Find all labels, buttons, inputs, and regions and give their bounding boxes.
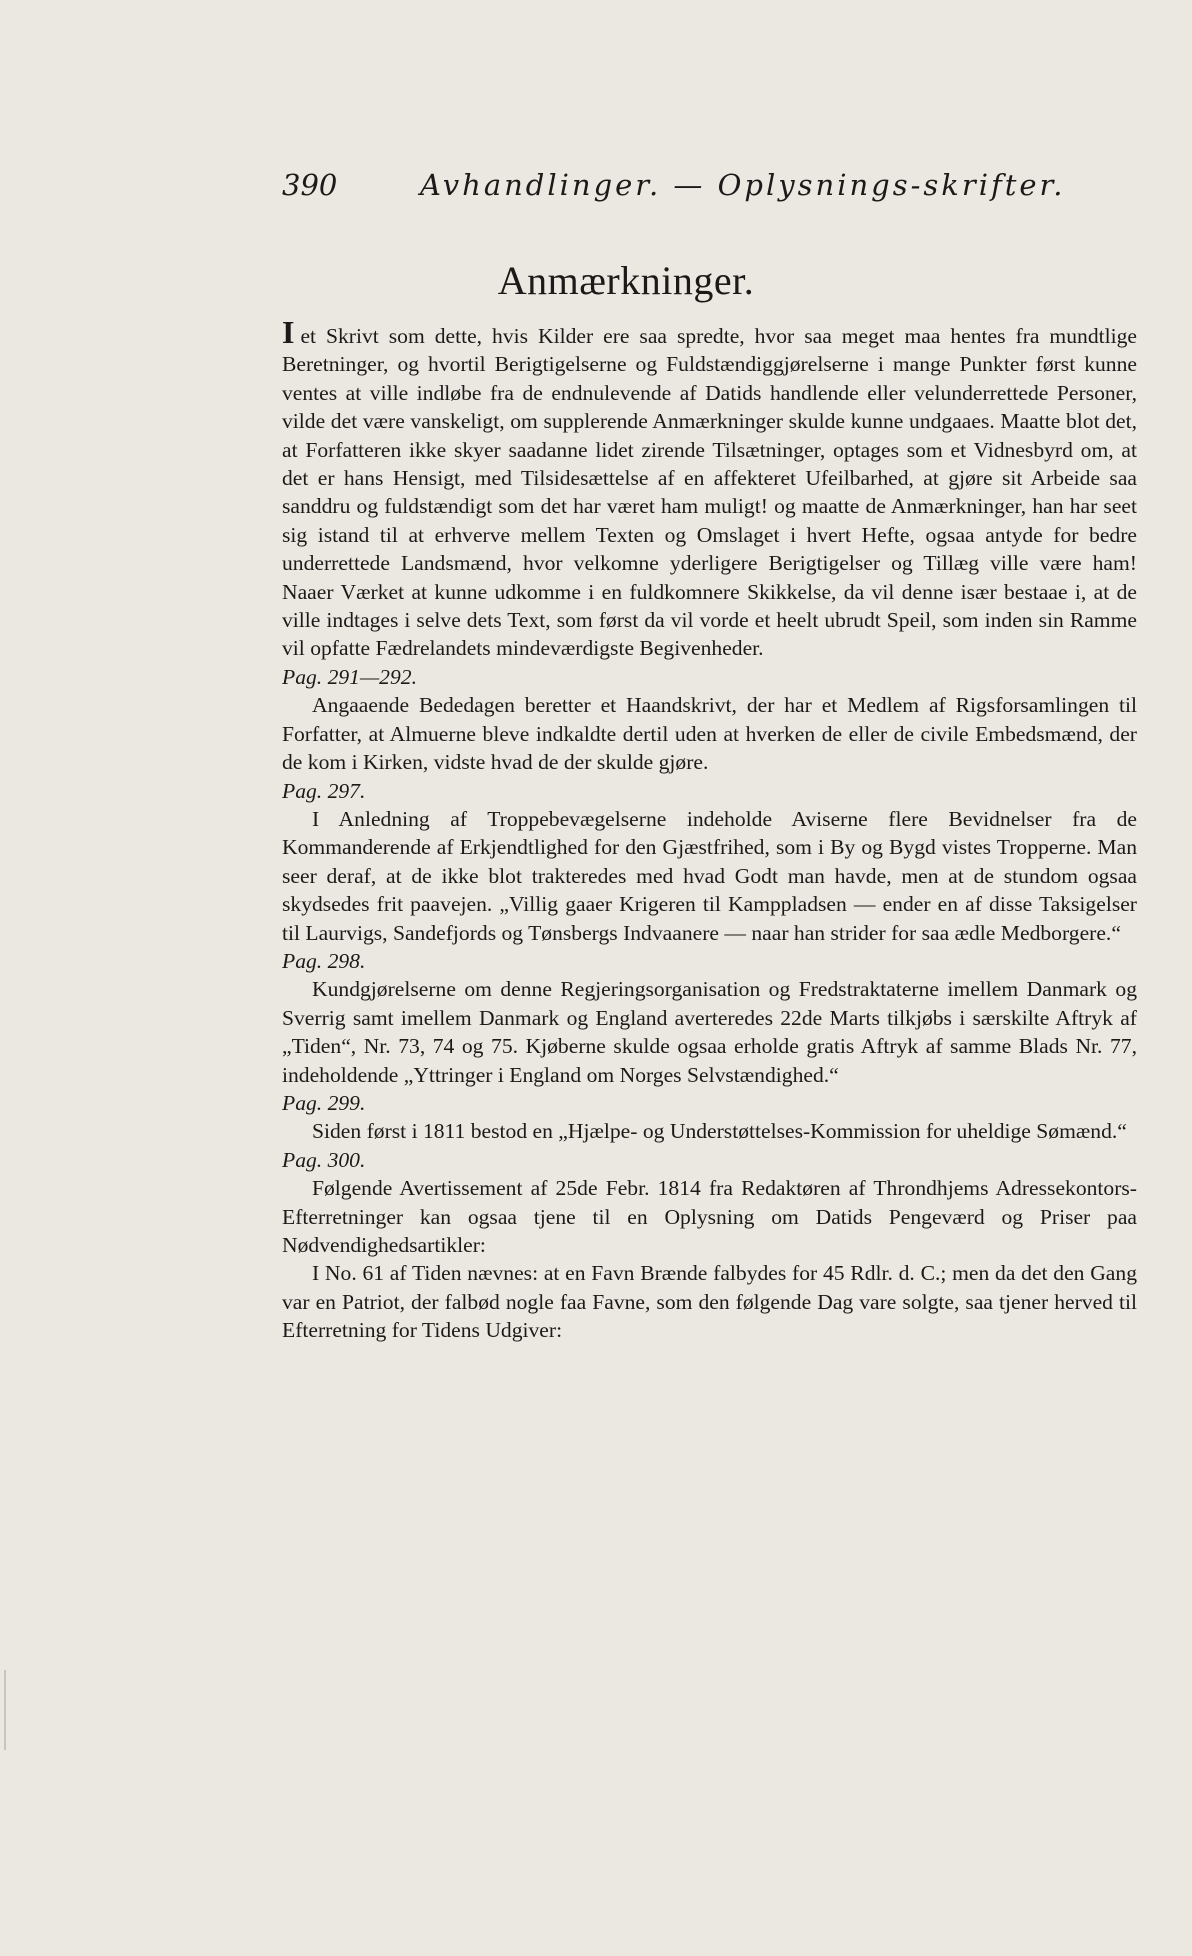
- running-title: Avhandlinger. — Oplysnings-skrifter.: [420, 168, 1066, 202]
- page-number: 390: [282, 168, 338, 202]
- note-paragraph: Siden først i 1811 bestod en „Hjælpe- og Understøttelses-Kommission for uheldige Sømænd.“: [312, 1119, 1127, 1144]
- section-heading: Anmærkninger.: [497, 258, 755, 303]
- intro-paragraph: [282, 314, 1137, 663]
- page-reference: Pag. 291—292.: [282, 664, 417, 689]
- note-paragraph: Angaaende Bededagen beretter et Haandskrivt, der har et Medlem af Rigsforsamlingen til Forfatter, at Almuerne bleve indkaldte dertil uden at hverken de eller de civile Embedsmænd, der de kom i Kirken, vidste hvad de der skulde gjøre.: [282, 693, 1137, 775]
- intro-text: et Skrivt som dette, hvis Kilder ere saa spredte, hvor saa meget maa hentes fra mundtlige Beretninger, og hvortil Berigtigelserne og Fuldstændiggjørelserne i mange Punkter først kunne ventes at ville indløbe fra de endnulevende af Datids handlende eller velunderrettede Personer, vilde det være vanskeligt, om supplerende Anmærkninger skulde kunne undgaaes. Maatte blot det, at Forfatteren ikke skyer saadanne lidet zirende Tilsætninger, optages som et Vidnesbyrd om, at det er hans Hensigt, med Tilsidesættelse af en affekteret Ufeilbarhed, at gjøre sit Arbeide saa sanddru og fuldstændigt som det har været ham muligt! og maatte de Anmærkninger, han har seet sig istand til at erhverve mellem Texten og Omslaget i hvert Hefte, ogsaa antyde for bedre underrettede Landsmænd, hvor velkomne yderligere Berigtigelser og Tillæg ville være ham! Naaer Værket at kunne udkomme i en fuldkomnere Skikkelse, da vil denne især bestaae i, at de ville indtages i selve dets Text, som først da vil vorde et heelt ubrudt Speil, som inden sin Ramme vil opfatte Fædrelandets mindeværdigste Begivenheder.: [282, 324, 1137, 661]
- note-paragraph: I Anledning af Troppebevægelserne indeholde Aviserne flere Bevidnelser fra de Kommanderende af Erkjendtlighed for den Gjæstfrihed, som i By og Bygd vistes Tropperne. Man seer deraf, at de ikke blot trakteredes med hvad Godt man havde, men at de stundom ogsaa skydsedes frit paavejen. „Villig gaaer Krigeren til Kamppladsen — ender en af disse Taksigelser til Laurvigs, Sandefjords og Tønsbergs Indvaanere — naar han strider for saa ædle Medborgere.“: [282, 806, 1137, 945]
- page-reference: Pag. 297.: [282, 778, 366, 803]
- page-edge-mark: [4, 1670, 6, 1750]
- note-paragraph: Kundgjørelserne om denne Regjeringsorganisation og Fredstraktaterne imellem Danmark og Sverrig samt imellem Danmark og England averteredes 22de Marts tilkjøbs i særskilte Aftryk af „Tiden“, Nr. 73, 74 og 75. Kjøberne skulde ogsaa erholde gratis Aftryk af samme Blads Nr. 77, indeholdende „Yttringer i England om Norges Selvstændighed.“: [282, 977, 1137, 1087]
- page-reference: Pag. 299.: [282, 1090, 366, 1115]
- initial-letter: I: [282, 314, 295, 350]
- body-text: [282, 314, 1137, 1345]
- running-header: [282, 168, 1132, 208]
- closing-paragraph: I No. 61 af Tiden nævnes: at en Favn Brænde falbydes for 45 Rdlr. d. C.; men da det den Gang var en Patriot, der falbød nogle faa Favne, som den følgende Dag vare solgte, saa tjener herved til Efterretning for Tidens Udgiver:: [282, 1261, 1137, 1343]
- page-reference: Pag. 300.: [282, 1147, 366, 1172]
- note-paragraph: Følgende Avertissement af 25de Febr. 1814 fra Redaktøren af Throndhjems Adressekontors-Efterretninger kan ogsaa tjene til en Oplysning om Datids Pengeværd og Priser paa Nødvendighedsartikler:: [282, 1176, 1137, 1257]
- page-reference: Pag. 298.: [282, 948, 366, 973]
